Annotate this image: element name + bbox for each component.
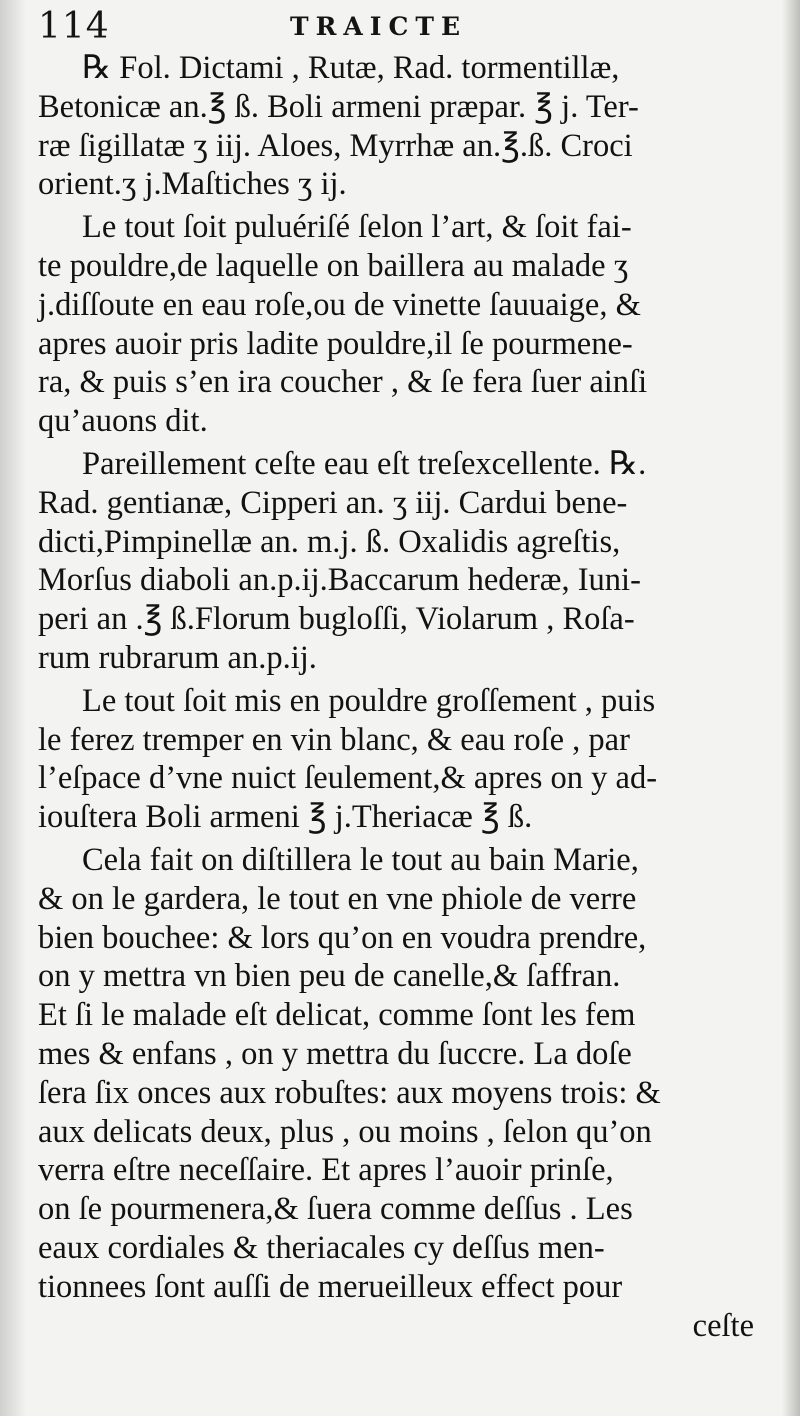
paragraph-5 [38, 841, 768, 1307]
text-line: & on le gardera, le tout en vne phiole de verre [38, 880, 637, 917]
text-line: l’eſpace d’vne nuict ſeulement,& apres on y ad- [38, 760, 658, 797]
text-line: tionnees ſont auſſi de merueilleux effect pour [38, 1268, 623, 1305]
text-line: Morſus diaboli an.p.ij.Baccarum hederæ, Iuni- [38, 562, 641, 599]
body-text [38, 49, 768, 1345]
text-line: peri an .℥ ß.Florum bugloſſi, Violarum , Roſa- [38, 601, 635, 638]
text-line: Pareillement ceſte eau eſt treſexcellente. ℞. [82, 445, 647, 482]
text-line: qu’auons dit. [38, 403, 208, 440]
text-line: ℞ Fol. Dictami , Rutæ, Rad. tormentillæ, [82, 50, 620, 86]
text-line: j.diſſoute en eau roſe,ou de vinette ſauuaige, & [38, 286, 641, 323]
text-line: Rad. gentianæ, Cipperi an. ʒ iij. Cardui bene- [38, 484, 628, 521]
text-line: aux delicats deux, plus , ou moins , ſelon qu’on [38, 1113, 652, 1150]
text-line: Betonicæ an.℥ ß. Boli armeni præpar. ℥ j. Ter- [38, 88, 639, 125]
text-line: le ferez tremper en vin blanc, & eau roſe , par [38, 721, 630, 758]
text-line: rum rubrarum an.p.ij. [38, 639, 317, 676]
text-line: Le tout ſoit mis en pouldre groſſement , puis [82, 682, 656, 719]
text-line: verra eſtre neceſſaire. Et apres l’auoir prinſe, [38, 1152, 614, 1189]
paragraph-2 [38, 208, 768, 441]
running-title: TRAICTE [290, 12, 468, 41]
catchword: ceſte [692, 1307, 754, 1344]
text-line: on ſe pourmenera,& ſuera comme deſſus . Les [38, 1191, 633, 1228]
page-number: 114 [38, 6, 110, 47]
paragraph-1 [38, 49, 768, 204]
text-line: orient.ʒ j.Maſtiches ʒ ij. [38, 166, 347, 203]
text-line: ræ ſigillatæ ʒ iij. Aloes, Myrrhæ an.℥.ß. Croci [38, 127, 633, 164]
text-line: dicti,Pimpinellæ an. m.j. ß. Oxalidis agreſtis, [38, 523, 621, 560]
text-line: te pouldre,de laquelle on baillera au malade ʒ [38, 247, 629, 284]
paragraph-4 [38, 682, 768, 837]
page-edge-shadow [782, 0, 800, 1416]
text-line: ſera ſix onces aux robuſtes: aux moyens trois: & [38, 1074, 661, 1111]
text-line: ra, & puis s’en ira coucher , & ſe fera ſuer ainſi [38, 364, 648, 401]
text-line: Et ſi le malade eſt delicat, comme ſont les fem [38, 997, 636, 1034]
text-line: Cela fait on diſtillera le tout au bain Marie, [82, 841, 639, 878]
page-gutter-shadow [0, 0, 26, 1416]
text-line: iouſtera Boli armeni ℥ j.Theriacæ ℥ ß. [38, 799, 533, 836]
page-header [38, 6, 758, 52]
paragraph-3 [38, 445, 768, 678]
text-line: Le tout ſoit puluériſé ſelon l’art, & ſoit fai- [82, 209, 632, 246]
text-line: bien bouchee: & lors qu’on en voudra prendre, [38, 919, 647, 956]
text-line: on y mettra vn bien peu de canelle,& ſaffran. [38, 958, 621, 995]
text-line: mes & enfans , on y mettra du ſuccre. La doſe [38, 1035, 632, 1072]
text-line: apres auoir pris ladite pouldre,il ſe pourmene- [38, 325, 633, 362]
text-line: eaux cordiales & theriacales cy deſſus men- [38, 1229, 605, 1266]
